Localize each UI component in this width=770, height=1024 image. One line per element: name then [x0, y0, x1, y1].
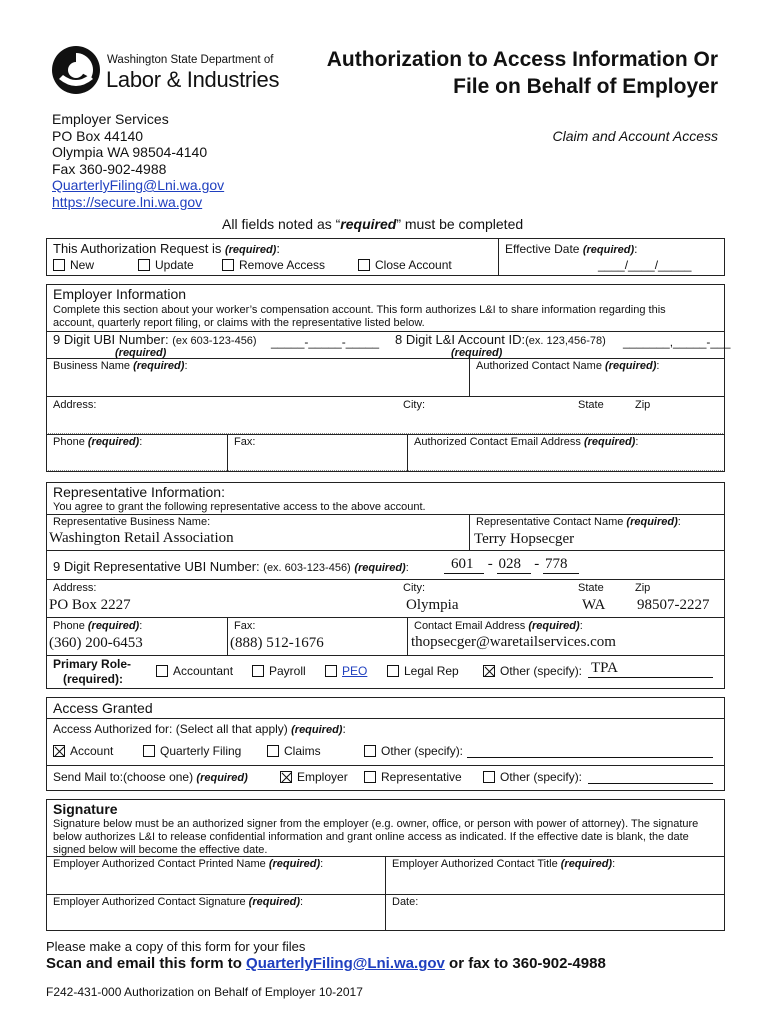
- label-text: Employer Authorized Contact Signature: [53, 896, 249, 908]
- required-tag: (required): [583, 436, 636, 448]
- date-label: Date:: [392, 896, 419, 908]
- employer-fax-label: Fax:: [234, 436, 256, 448]
- scan-suffix: or fax to 360-902-4988: [444, 955, 606, 972]
- request-option-remove-access[interactable]: [222, 258, 325, 272]
- required-tag: (required): [133, 360, 185, 372]
- checkbox[interactable]: [364, 745, 376, 757]
- mail-option-representative[interactable]: [364, 770, 462, 784]
- checkbox[interactable]: [252, 665, 264, 677]
- access-options: [53, 744, 718, 762]
- divider: [46, 655, 725, 656]
- rep-ubi-value[interactable]: 601 - 028 - 778: [444, 556, 579, 574]
- required-tag: (required): [291, 724, 343, 736]
- rep-city-label: City:: [403, 582, 425, 594]
- lni-logo-icon: [51, 45, 101, 95]
- checkbox[interactable]: [387, 665, 399, 677]
- rep-business-name-label: Representative Business Name:: [53, 516, 211, 528]
- role-label-line1: Primary Role-: [53, 657, 132, 671]
- mailing-address: [52, 111, 224, 210]
- employer-email-label: Authorized Contact Email Address (required):: [414, 436, 639, 448]
- role-label-line2: (required):: [63, 672, 123, 686]
- access-other-field[interactable]: [467, 744, 713, 758]
- employer-ubi-required: (required): [115, 347, 167, 359]
- form-title-line2: File on Behalf of Employer: [453, 75, 718, 98]
- rep-fax-value[interactable]: (888) 512-1676: [230, 635, 324, 651]
- representative-description: You agree to grant the following representative access to the above account.: [53, 501, 426, 513]
- divider: [46, 550, 725, 551]
- primary-role-label: [53, 657, 131, 687]
- role-other-value[interactable]: TPA: [588, 660, 713, 678]
- option-label: Employer: [297, 770, 348, 784]
- required-notice: [222, 216, 523, 232]
- signature-label: Employer Authorized Contact Signature (required):: [53, 896, 304, 908]
- address-line1: Employer Services: [52, 111, 169, 127]
- rep-state-value[interactable]: WA: [582, 597, 606, 613]
- email-link[interactable]: QuarterlyFiling@Lni.wa.gov: [52, 177, 225, 193]
- access-option-other[interactable]: [364, 744, 463, 758]
- checkbox[interactable]: [222, 259, 234, 271]
- divider: [227, 617, 228, 655]
- divider: [46, 434, 725, 435]
- option-label: Payroll: [269, 664, 306, 678]
- role-option-accountant[interactable]: [156, 664, 233, 678]
- label-text: Contact Email Address: [414, 620, 529, 632]
- role-option-other[interactable]: [483, 664, 582, 678]
- employer-phone-label: Phone (required):: [53, 436, 143, 448]
- option-label: New: [70, 258, 95, 272]
- option-label: Accountant: [173, 664, 234, 678]
- option-label: Update: [155, 258, 194, 272]
- rep-city-value[interactable]: Olympia: [406, 597, 459, 613]
- employer-city-label: City:: [403, 399, 425, 411]
- rep-address-label: Address:: [53, 582, 97, 594]
- effective-date-text: Effective Date: [505, 242, 583, 256]
- label-text: Employer Authorized Contact Printed Name: [53, 858, 269, 870]
- rep-fax-label: Fax:: [234, 620, 256, 632]
- checkbox[interactable]: [143, 745, 155, 757]
- rep-ubi-label: 9 Digit Representative UBI Number: (ex. 603-123-456) (required):: [53, 559, 409, 574]
- employer-business-name-label: Business Name (required):: [53, 360, 188, 372]
- divider: [498, 238, 499, 276]
- rep-email-label: Contact Email Address (required):: [414, 620, 583, 632]
- option-label: Account: [70, 744, 114, 758]
- employer-account-field[interactable]: _______,_____-___: [623, 335, 731, 349]
- option-label: Other (specify):: [500, 664, 583, 678]
- option-label: Remove Access: [239, 258, 326, 272]
- rep-business-name-value[interactable]: Washington Retail Association: [49, 530, 234, 546]
- label-text: Access Authorized for: (Select all that apply): [53, 722, 292, 736]
- rep-state-label: State: [578, 582, 604, 594]
- request-option-close-account[interactable]: [358, 258, 452, 272]
- employer-zip-label: Zip: [635, 399, 651, 411]
- label-text: 8 Digit L&I Account ID:: [395, 332, 526, 347]
- label-text: Business Name: [53, 360, 134, 372]
- example-text: (ex 603-123-456): [172, 335, 257, 347]
- notice-required: required: [340, 216, 397, 232]
- employer-address-label: Address:: [53, 399, 97, 411]
- rep-zip-value[interactable]: 98507-2227: [637, 597, 710, 613]
- employer-ubi-field[interactable]: _____-_____-_____: [271, 335, 380, 349]
- checkbox[interactable]: [325, 665, 337, 677]
- rep-email-value[interactable]: thopsecger@waretailservices.com: [411, 634, 616, 650]
- required-tag: (required): [354, 562, 406, 574]
- employer-account-label: [395, 332, 606, 347]
- rep-ubi-part3[interactable]: 778: [543, 556, 579, 574]
- example-text: (ex. 123,456-78): [525, 335, 606, 347]
- rep-phone-label: Phone (required):: [53, 620, 143, 632]
- role-option-legal-rep[interactable]: [387, 664, 459, 678]
- employer-account-required: (required): [451, 347, 503, 359]
- divider: [46, 617, 725, 618]
- request-option-update[interactable]: [138, 258, 194, 272]
- required-tag: (required): [582, 244, 635, 256]
- checkbox-checked[interactable]: [53, 745, 65, 757]
- option-label: Claims: [284, 744, 321, 758]
- label-text: Authorized Contact Email Address: [414, 436, 584, 448]
- access-authorized-label: Access Authorized for: (Select all that apply) (required):: [53, 722, 346, 736]
- divider: [469, 358, 470, 396]
- option-label: Legal Rep: [404, 664, 459, 678]
- label-text: Send Mail to:(choose one): [53, 770, 197, 784]
- signature-heading: Signature: [53, 801, 118, 817]
- request-options: [53, 258, 493, 274]
- divider: [46, 514, 725, 515]
- send-mail-label: [53, 770, 248, 784]
- scan-email-link[interactable]: QuarterlyFiling@Lni.wa.gov: [246, 955, 445, 972]
- peo-link[interactable]: PEO: [342, 664, 368, 678]
- employer-state-label: State: [578, 399, 604, 411]
- label-text: Representative Contact Name: [476, 516, 627, 528]
- access-option-quarterly-filing[interactable]: [143, 744, 241, 758]
- rep-zip-label: Zip: [635, 582, 651, 594]
- label-text: Phone: [53, 436, 88, 448]
- checkbox-checked[interactable]: [483, 665, 495, 677]
- option-label: Quarterly Filing: [160, 744, 242, 758]
- copy-note: Please make a copy of this form for your files: [46, 939, 306, 954]
- divider: [407, 617, 408, 655]
- mail-other-field[interactable]: [588, 770, 713, 784]
- printed-name-label: Employer Authorized Contact Printed Name (required):: [53, 858, 324, 870]
- divider: [469, 514, 470, 550]
- effective-date-field[interactable]: ____/____/_____: [598, 258, 692, 272]
- agency-logo: [51, 45, 280, 97]
- colon: :: [276, 241, 280, 256]
- fax-line: Fax 360-902-4988: [52, 160, 167, 177]
- label-text: Employer Authorized Contact Title: [392, 858, 561, 870]
- form-title-line1: Authorization to Access Information Or: [326, 48, 718, 71]
- effective-date-label: [505, 242, 638, 256]
- divider: [46, 579, 725, 580]
- divider: [46, 894, 725, 895]
- required-tag: (required): [87, 620, 140, 632]
- required-tag: (required): [605, 360, 657, 372]
- rep-ubi-part2[interactable]: 028: [497, 556, 531, 574]
- required-tag: (required): [528, 620, 580, 632]
- required-tag: (required): [224, 244, 277, 256]
- divider: [46, 396, 725, 397]
- required-tag: (required): [268, 858, 321, 870]
- signature-description: Signature below must be an authorized signer from the employer (e.g. owner, office, or person with power of attorney). The signature below authorizes L&I to release confidential information and grant online access as indicated. If the effective date is blank, the date signed below will become the effective date.: [53, 818, 699, 856]
- required-tag: (required): [196, 772, 248, 784]
- notice-suffix: ” must be completed: [396, 216, 524, 232]
- role-option-payroll[interactable]: [252, 664, 306, 678]
- access-option-account[interactable]: [53, 744, 113, 758]
- mail-option-other[interactable]: [483, 770, 582, 784]
- divider: [227, 434, 228, 472]
- label-text: Phone: [53, 620, 88, 632]
- form-id: F242-431-000 Authorization on Behalf of Employer 10-2017: [46, 985, 363, 999]
- checkbox-checked[interactable]: [280, 771, 292, 783]
- option-label: Other (specify):: [500, 770, 583, 784]
- option-label: Other (specify):: [381, 744, 464, 758]
- employer-ubi-label: [53, 332, 257, 347]
- request-label-text: This Authorization Request is: [53, 241, 225, 256]
- agency-name-line1: Washington State Department of: [107, 54, 274, 66]
- employer-contact-name-label: Authorized Contact Name (required):: [476, 360, 660, 372]
- role-option-peo[interactable]: [325, 664, 367, 678]
- required-tag: (required): [560, 858, 613, 870]
- website-link[interactable]: https://secure.lni.wa.gov: [52, 193, 203, 210]
- employer-heading: Employer Information: [53, 286, 187, 302]
- checkbox[interactable]: [267, 745, 279, 757]
- address-line2: PO Box 44140: [52, 127, 144, 144]
- required-tag: (required): [626, 516, 678, 528]
- label-text: 9 Digit UBI Number:: [53, 332, 173, 347]
- option-label: Representative: [381, 770, 462, 784]
- access-option-claims[interactable]: [267, 744, 321, 758]
- label-text: 9 Digit Representative UBI Number:: [53, 559, 260, 574]
- checkbox[interactable]: [358, 259, 370, 271]
- mail-option-employer[interactable]: [280, 770, 348, 784]
- required-tag: (required): [87, 436, 140, 448]
- label-text: Authorized Contact Name: [476, 360, 606, 372]
- required-tag: (required): [248, 896, 301, 908]
- checkbox[interactable]: [53, 259, 65, 271]
- checkbox[interactable]: [364, 771, 376, 783]
- checkbox[interactable]: [483, 771, 495, 783]
- rep-ubi-part1[interactable]: 601: [444, 556, 484, 574]
- request-label: [53, 241, 280, 256]
- form-subtitle: Claim and Account Access: [552, 128, 718, 144]
- divider: [48, 470, 723, 471]
- representative-heading: Representative Information:: [53, 484, 225, 500]
- rep-contact-name-label: Representative Contact Name (required):: [476, 516, 681, 528]
- divider: [46, 765, 725, 766]
- request-option-new[interactable]: [53, 258, 94, 272]
- employer-description: Complete this section about your worker’s compensation account. This form authorizes L&I to share information regarding this account, quarterly report filing, or claims with the representative listed below.: [53, 304, 666, 329]
- colon: :: [634, 242, 638, 256]
- checkbox[interactable]: [156, 665, 168, 677]
- rep-address-value[interactable]: PO Box 2227: [49, 597, 131, 613]
- send-mail-options: [280, 770, 720, 788]
- rep-contact-name-value[interactable]: Terry Hopsecger: [474, 531, 575, 547]
- address-line3: Olympia WA 98504-4140: [52, 144, 208, 160]
- contact-title-label: Employer Authorized Contact Title (required):: [392, 858, 616, 870]
- option-label: Close Account: [375, 258, 452, 272]
- primary-role-options: [156, 660, 716, 682]
- agency-name-line2: Labor & Industries: [106, 67, 280, 92]
- rep-phone-value[interactable]: (360) 200-6453: [49, 635, 143, 651]
- divider: [407, 434, 408, 472]
- access-heading: Access Granted: [53, 700, 153, 716]
- checkbox[interactable]: [138, 259, 150, 271]
- divider: [46, 358, 725, 359]
- scan-instructions: [46, 955, 606, 972]
- notice-prefix: All fields noted as “: [222, 216, 341, 232]
- divider: [46, 718, 725, 719]
- scan-prefix: Scan and email this form to: [46, 955, 247, 972]
- example-text: (ex. 603-123-456): [263, 562, 351, 574]
